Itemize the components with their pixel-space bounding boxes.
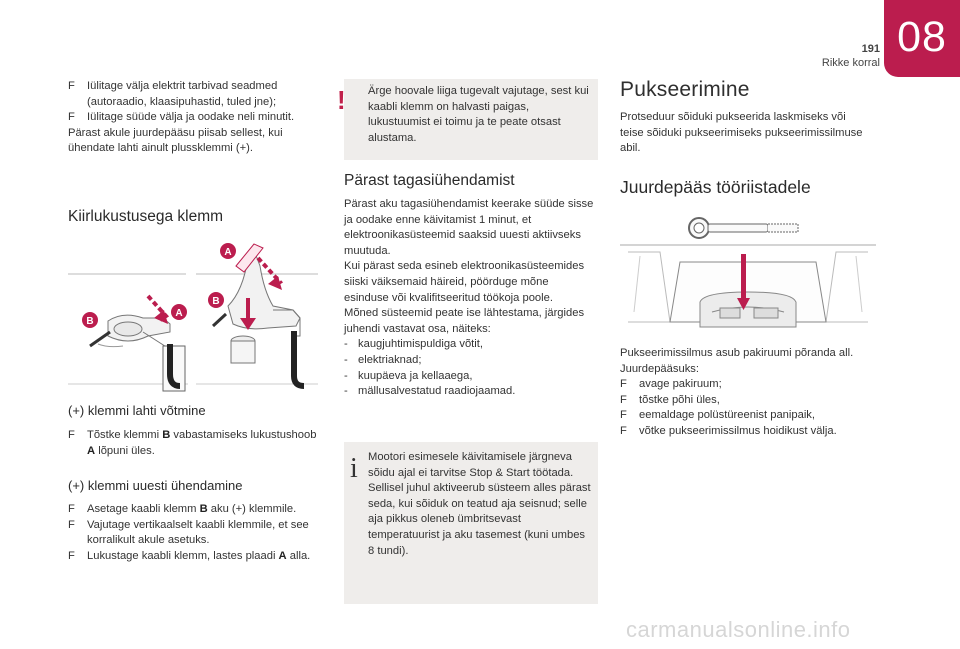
heading-release: (+) klemmi lahti võtmine [68,403,206,418]
right-panel [196,244,318,386]
label-a: A [224,247,232,258]
intro-list [68,79,323,157]
list-item: F Asetage kaabli klemm B aku (+) klemmile. [68,502,323,518]
list-item: F avage pakiruum; [620,377,876,393]
bullet-icon: F [68,111,75,124]
intro-paragraph: Pärast akule juurdepääsu piisab sellest, kui ühendate lahti ainult plussklemmi (+). [68,126,283,155]
left-panel [68,274,188,391]
access-intro: Juurdepääsuks: [620,362,699,375]
list-item: F Vajutage vertikaalselt kaabli klemmile, et see korralikult akule asetuks. [68,518,309,547]
heading-reconnect: (+) klemmi uuesti ühendamine [68,478,243,493]
heading-after-reconnect: Pärast tagasiühendamist [344,172,515,189]
bullet-icon: F [620,393,627,406]
list-item: - kuupäeva ja kellaaega, [344,369,473,382]
release-list [68,428,323,459]
label-b: B [86,316,94,327]
bullet-icon: F [68,503,75,515]
list-item: F Iülitage välja elektrit tarbivad seadmed (autoraadio, klaasipuhastid, tuled jne); [68,80,278,108]
heading-access: Juurdepääs tööriistadele [620,177,811,197]
warning-icon: ! [337,85,346,115]
list-item: F Tõstke klemmi B vabastamiseks lukustushoob A lõpuni üles. [68,429,317,457]
warning-text: Ärge hoovale liiga tugevalt vajutage, sest kui kaabli klemm on halvasti paigas, lukustuumist ei toimu ja te peate otsast alustama. [368,85,589,144]
chapter-tab: 08 [884,0,960,77]
towing-eye-icon [689,218,798,238]
access-paragraph: Pukseerimissilmus asub pakiruumi põranda all. [620,347,854,359]
bullet-icon: F [620,409,627,422]
info-text: Mootori esimesele käivitamisele järgneva sõidu ajal ei tarvitse Stop & Start töötada. Sellisel juhul aktiveerub süsteem alles pärast seda, kui sõiduk on teatud aja seisnud; selle aja pikkus oleneb ümbritsevast temperatuurist ja aku tasemest (kuni umbes 8 tundi). [368,451,591,557]
list-item: - mällusalvestatud raadiojaamad. [344,385,516,398]
bullet-icon: F [68,518,75,531]
heading-quick-release: Kiirlukustusega klemm [68,208,224,225]
after-paragraph: Kui pärast seda esineb elektroonikasüsteemides siiski väiksemaid häireid, pöörduge mõne esinduse või kvalifitseeritud töökoja poole. [344,260,585,304]
list-item: - elektriaknad; [344,353,422,366]
after-text [344,197,594,400]
list-item: F võtke pukseerimissilmus hoidikust välja. [620,424,876,440]
towing-eye-illustration [620,212,876,342]
list-item: F tõstke põhi üles, [620,393,876,409]
bullet-icon: F [620,378,627,391]
watermark[interactable]: carmanualsonline.info [626,617,851,642]
title-paragraph: Protseduur sõiduki pukseerida laskmiseks või teise sõiduki pukseerimiseks pukseerimissilmuse abil. [620,111,863,155]
page-number: 191 [861,43,880,55]
battery-clamp-illustration [68,236,318,394]
bullet-icon: F [68,80,75,92]
car-boot-icon [628,252,868,327]
bullet-icon: F [620,424,627,437]
list-item: - kaugjuhtimispuldiga võtit, [344,338,483,351]
bullet-icon: F [68,429,75,441]
bullet-icon: F [68,549,75,562]
list-item: F eemaldage polüstüreenist panipaik, [620,408,876,424]
reconnect-list [68,502,323,564]
label-b: B [212,296,220,307]
section-title: Rikke korral [821,57,880,69]
page-title: Pukseerimine [620,78,750,101]
after-paragraph: Mõned süsteemid peate ise lähtestama, järgides juhendi vastavat osa, näiteks: [344,307,585,335]
access-text [620,346,876,440]
list-item: F Lukustage kaabli klemm, lastes plaadi A alla. [68,549,323,565]
list-item: F Iülitage süüde välja ja oodake neli minutit. [68,110,323,126]
after-paragraph: Pärast aku tagasiühendamist keerake süüde sisse ja oodake enne käivitamist 1 minut, et elektroonikasüsteemid saaksid uuesti aktiivseks muutuda. [344,198,594,257]
label-a: A [175,308,183,319]
info-icon: i [350,453,358,484]
